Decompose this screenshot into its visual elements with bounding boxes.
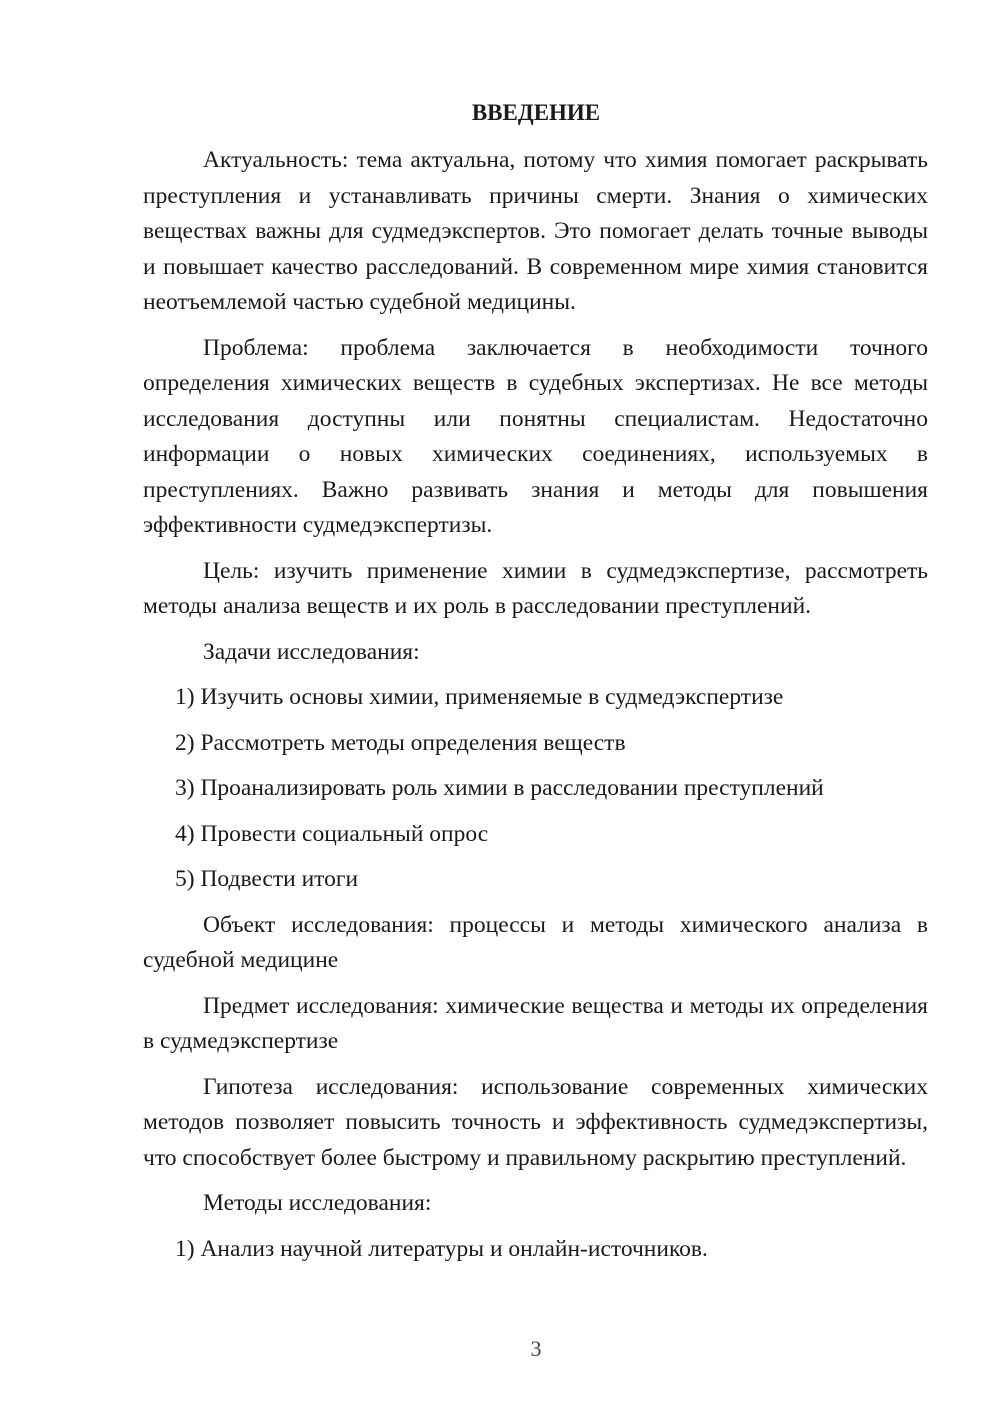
hypothesis-paragraph: Гипотеза исследования: использование современных химических методов позволяет повысить точность и эффективность судмедэкспертизы, что способствует более быстрому и правильному раскрытию преступлений. (143, 1073, 928, 1171)
tasks-heading: Задачи исследования: (203, 638, 420, 665)
object-paragraph: Объект исследования: процессы и методы химического анализа в судебной медицине (143, 911, 928, 973)
task-item: 2) Рассмотреть методы определения веществ (175, 729, 626, 756)
page-title: ВВЕДЕНИЕ (471, 100, 601, 125)
task-item: 1) Изучить основы химии, применяемые в судмедэкспертизе (175, 684, 784, 710)
subject-paragraph: Предмет исследования: химические вещества и методы их определения в судмедэкспертизе (143, 992, 928, 1054)
task-item: 3) Проанализировать роль химии в расследовании преступлений (175, 775, 824, 801)
task-item: 5) Подвести итоги (175, 866, 359, 892)
method-item: 1) Анализ научной литературы и онлайн-источников. (175, 1235, 708, 1262)
document-body (143, 143, 928, 1277)
methods-heading: Методы исследования: (203, 1190, 432, 1216)
relevance-paragraph: Актуальность: тема актуальна, потому что химия помогает раскрывать преступления и устанавливать причины смерти. Знания о химических веществах важны для судмедэкспертов. Это помогает делать точные выводы и повышает качество расследований. В современном мире химия становится неотъемлемой частью судебной медицины. (143, 147, 928, 315)
page-number: 3 (530, 1336, 542, 1361)
task-item: 4) Провести социальный опрос (175, 820, 489, 847)
goal-paragraph: Цель: изучить применение химии в судмедэкспертизе, рассмотреть методы анализа веществ и их роль в расследовании преступлений. (143, 557, 928, 619)
problem-paragraph: Проблема: проблема заключается в необходимости точного определения химических веществ в судебных экспертизах. Не все методы исследования доступны или понятны специалистам. Недостаточно информации о новых химических соединениях, используемых в преступлениях. Важно развивать знания и методы для повышения эффективности судмедэкспертизы. (143, 334, 928, 538)
